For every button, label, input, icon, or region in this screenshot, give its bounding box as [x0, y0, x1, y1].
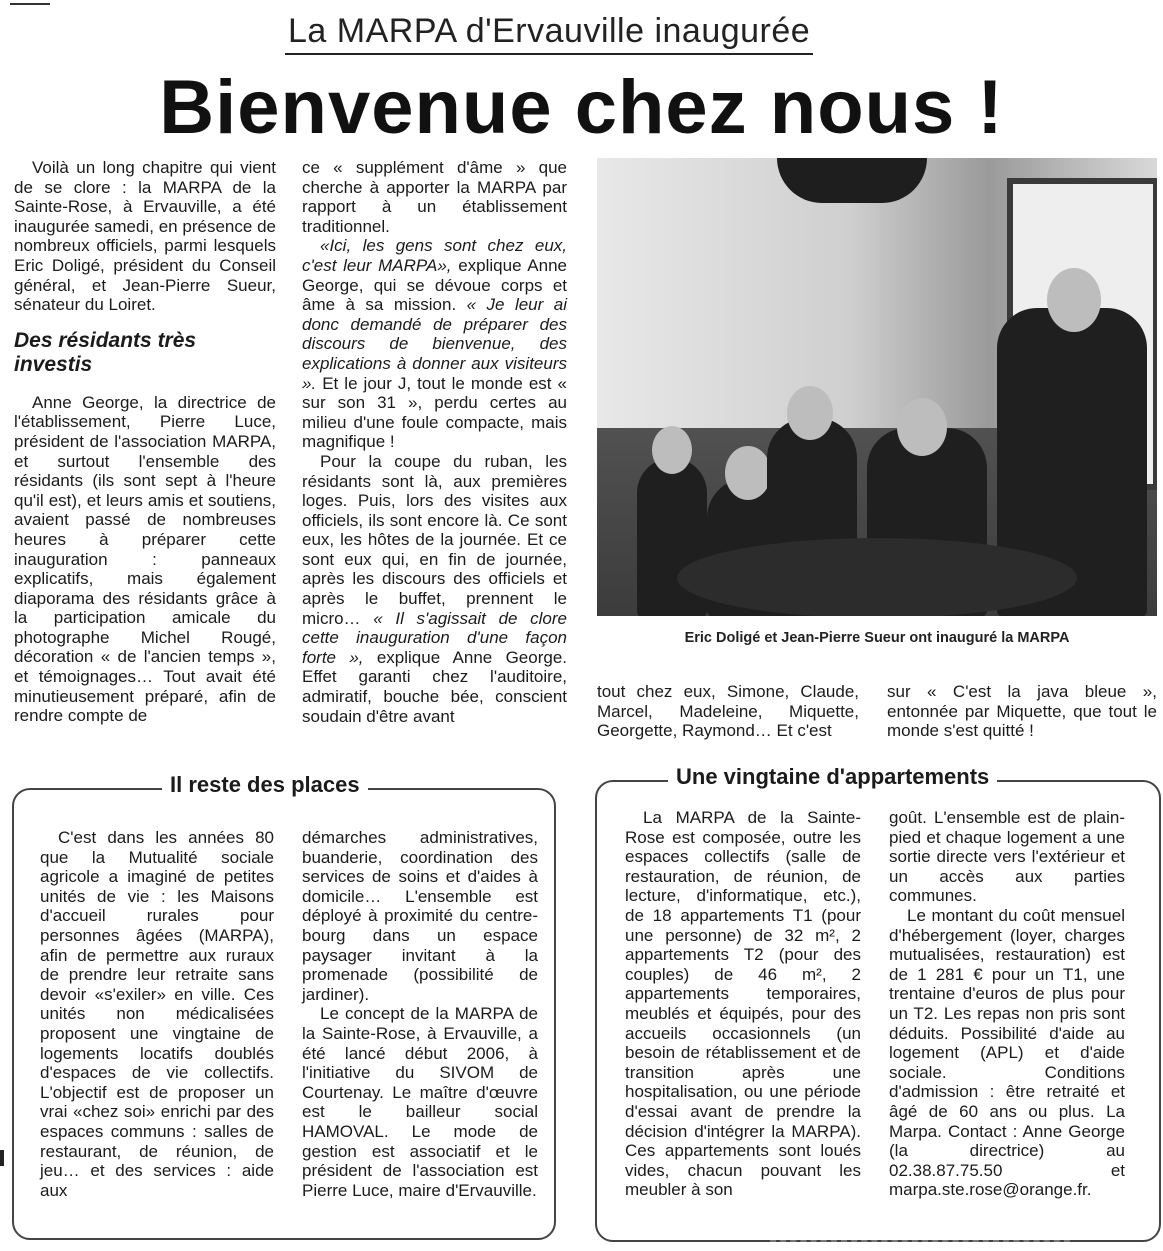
photo-caption: Eric Doligé et Jean-Pierre Sueur ont inauguré la MARPA [684, 630, 1070, 646]
article-paragraph: Anne George, la directrice de l'établissement, Pierre Luce, président de l'association MARPA, et surtout l'ensemble des résidants (ils sont sept à l'heure qu'il est), et leurs amis et soutiens, avaient passé de nombreuses heures à préparer cette inauguration : panneaux explicatifs, mais également diaporama des résidants grâce à la participation amicale du photographe Michel Rougé, décoration « de l'ancien temps », et témoignages… Tout avait été minutieusement préparé, afin de rendre compte de [14, 392, 276, 726]
inauguration-photo [597, 158, 1157, 616]
article-column-2 [302, 158, 567, 726]
box-right-column-1 [625, 808, 861, 1200]
box-left-column-1 [40, 828, 274, 1200]
article-paragraph: ce « supplément d'âme » que cherche à apporter la MARPA par rapport à un établissement traditionnel. [302, 158, 567, 236]
article-paragraph: «Ici, les gens sont chez eux, c'est leur MARPA», explique Anne George, qui se dévoue corps et âme à sa mission. « Je leur ai donc demandé de préparer des discours de bienvenue, des explications à donner aux visiteurs ». Et le jour J, tout le monde est « sur son 31 », perdu certes au milieu d'une foule compacte, mais magnifique ! [302, 236, 567, 452]
box-left-column-2 [302, 828, 538, 1200]
quote: « Il s'agissait de clore cette inauguration d'une façon forte », [302, 608, 567, 667]
box-paragraph: Le montant du coût mensuel d'hébergement (loyer, charges mutualisées, restauration) est de 1 281 € pour un T1, une trentaine d'euros de plus pour un T2. Les repas non pris sont déduits. Possibilité d'aide au logement (APL) et d'aide sociale. Conditions d'admission : être retraité et âgé de 60 ans ou plus. La Marpa. Contact : Anne George (la directrice) au 02.38.87.75.50 et marpa.ste.rose@orange.fr. [889, 905, 1125, 1200]
box-paragraph: goût. L'ensemble est de plain-pied et chaque logement a une sortie directe vers l'extérieur et un accès aux parties communes. [889, 808, 1125, 906]
headline: Bienvenue chez nous ! [159, 65, 1004, 150]
box-paragraph: démarches administratives, buanderie, coordination des services de soins et d'aides à domicile… L'ensemble est déployé à proximité du centre-bourg dans un espace paysager invitant à la promenade (possibilité de jardiner). [302, 828, 538, 1004]
article-column-4 [887, 682, 1157, 741]
article-column-3 [597, 682, 859, 741]
article-paragraph: Pour la coupe du ruban, les résidants sont là, aux premières loges. Puis, lors des visites aux officiels, ils sont encore là. Ce sont eux, les hôtes de la journée. Et ce sont eux qui, en fin de journée, après les discours des officiels et après le buffet, prennent le micro… « Il s'agissait de clore cette inauguration d'une façon forte », explique Anne George. Effet garanti chez l'auditoire, admiratif, bouche bée, conscient soudain d'être avant [302, 451, 567, 726]
article-paragraph: tout chez eux, Simone, Claude, Marcel, Madeleine, Miquette, Georgette, Raymond… Et c'est [597, 682, 859, 741]
box-title: Il reste des places [162, 772, 368, 798]
top-rule [10, 3, 50, 5]
box-title: Une vingtaine d'appartements [668, 764, 997, 790]
subheading: Des résidants très investis [14, 328, 197, 376]
box-paragraph: Le concept de la MARPA de la Sainte-Rose, à Ervauville, a été lancé début 2006, à l'initiative du SIVOM de Courtenay. Le maître d'œuvre est le bailleur social HAMOVAL. Le mode de gestion est associatif et le président de l'association est Pierre Luce, maire d'Ervauville. [302, 1004, 538, 1200]
box-paragraph: La MARPA de la Sainte-Rose est composée, outre les espaces collectifs (salle de restauration, de réunion, de lecture, d'informatique, etc.), de 18 appartements T1 (pour une personne) de 32 m², 2 appartements T2 (pour des couples) de 46 m², 2 appartements temporaires, meublés et équipés, pour des accueils occasionnels (un besoin de rétablissement et de transition après une hospitalisation, ou une période d'essai avant de prendre la décision d'intégrer la MARPA). Ces appartements sont loués vides, chacun pouvant les meubler à son [625, 808, 861, 1200]
article-column-1 [14, 158, 276, 726]
handwritten-scribble [770, 1240, 1070, 1250]
box-right-column-2 [889, 808, 1125, 1200]
lamp-icon [777, 158, 927, 203]
quote: « Je leur ai donc demandé de préparer des discours de bienvenue, des explications à donner aux visiteurs ». [302, 295, 567, 393]
kicker-title: La MARPA d'Ervauville inaugurée [285, 12, 813, 55]
article-paragraph: Voilà un long chapitre qui vient de se clore : la MARPA de la Sainte-Rose, à Ervauville, a été inaugurée samedi, en présence de nombreux officiels, parmi lesquels Eric Doligé, président du Conseil général, et Jean-Pierre Sueur, sénateur du Loiret. [14, 158, 276, 315]
margin-mark [0, 1150, 4, 1166]
quote: «Ici, les gens sont chez eux, c'est leur MARPA», [302, 236, 567, 275]
box-paragraph: C'est dans les années 80 que la Mutualité sociale agricole a imaginé de petites unités de vie : les Maisons d'accueil rurales pour personnes âgées (MARPA), afin de permettre aux ruraux de prendre leur retraite sans devoir «s'exiler» en ville. Ces unités non médicalisées proposent une vingtaine de logements locatifs doublés d'espaces de vie collectifs. L'objectif est de proposer un vrai «chez soi» enrichi par des espaces communs : salles de restaurant, de réunion, de jeu… et des services : aide aux [40, 828, 274, 1200]
article-paragraph: sur « C'est la java bleue », entonnée par Miquette, que tout le monde s'est quitté ! [887, 682, 1157, 741]
